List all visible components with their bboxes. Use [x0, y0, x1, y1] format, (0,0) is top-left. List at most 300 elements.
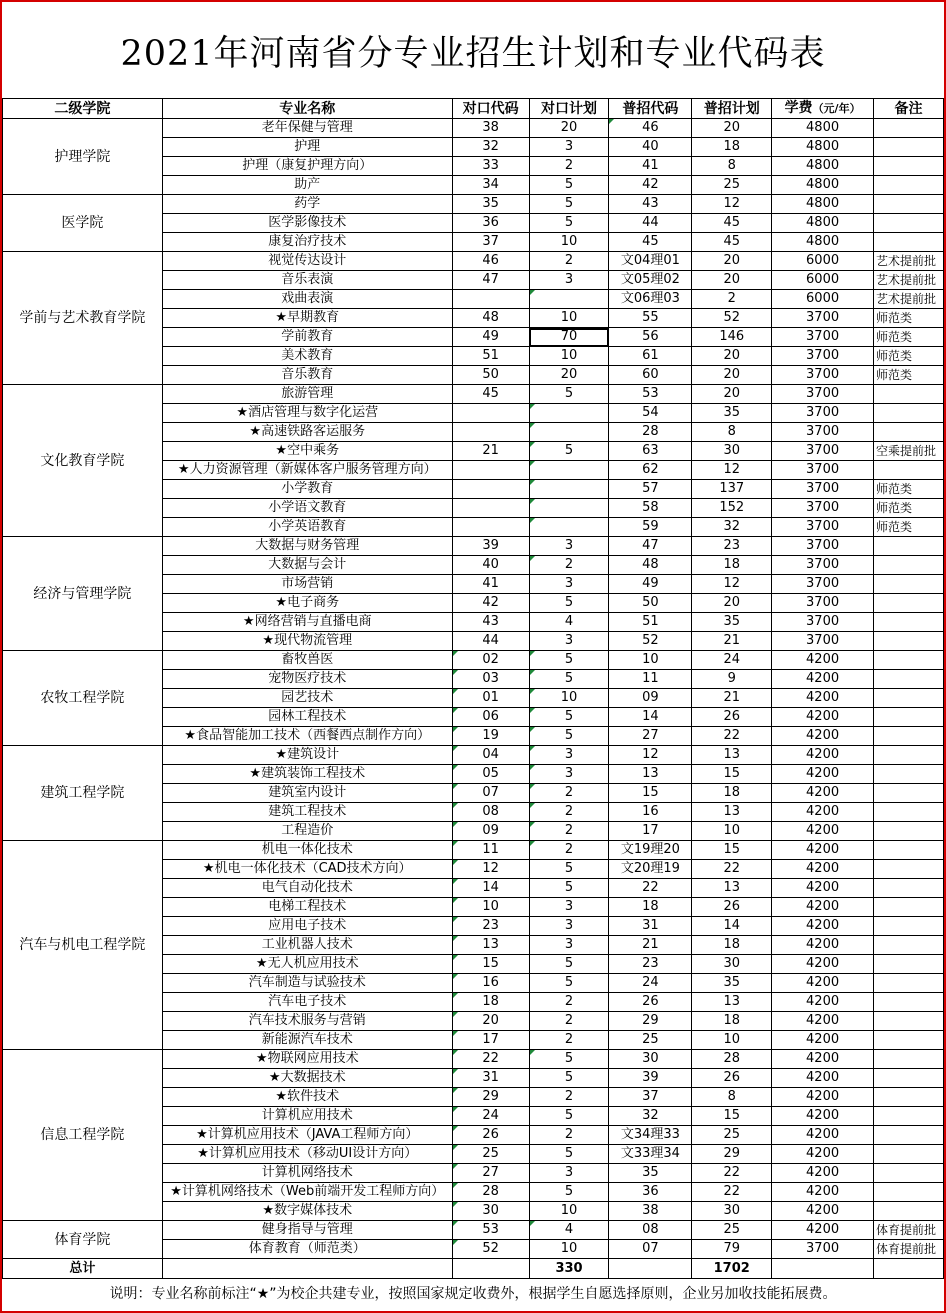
note-cell[interactable] [874, 1202, 944, 1221]
fee-cell[interactable]: 3700 [772, 499, 874, 518]
dk-plan-cell[interactable]: 3 [529, 632, 609, 651]
pz-plan-cell[interactable]: 18 [692, 1012, 772, 1031]
note-cell[interactable] [874, 1183, 944, 1202]
dk-plan-cell[interactable] [529, 404, 609, 423]
pz-code-cell[interactable]: 26 [609, 993, 692, 1012]
major-cell[interactable]: 汽车技术服务与营销 [162, 1012, 452, 1031]
major-cell[interactable]: ★早期教育 [162, 309, 452, 328]
major-cell[interactable]: 护理（康复护理方向） [162, 157, 452, 176]
note-cell[interactable] [874, 784, 944, 803]
dk-code-cell[interactable]: 22 [452, 1050, 529, 1069]
fee-cell[interactable]: 3700 [772, 537, 874, 556]
pz-plan-cell[interactable]: 20 [692, 119, 772, 138]
fee-cell[interactable]: 4200 [772, 784, 874, 803]
note-cell[interactable] [874, 860, 944, 879]
major-cell[interactable]: 计算机应用技术 [162, 1107, 452, 1126]
dk-plan-cell[interactable]: 5 [529, 385, 609, 404]
dk-plan-cell[interactable]: 3 [529, 138, 609, 157]
dk-code-cell[interactable]: 01 [452, 689, 529, 708]
fee-cell[interactable]: 3700 [772, 347, 874, 366]
pz-code-cell[interactable]: 24 [609, 974, 692, 993]
note-cell[interactable]: 体育提前批 [874, 1240, 944, 1259]
dk-code-cell[interactable]: 53 [452, 1221, 529, 1240]
major-cell[interactable]: 音乐教育 [162, 366, 452, 385]
note-cell[interactable] [874, 423, 944, 442]
major-cell[interactable]: 戏曲表演 [162, 290, 452, 309]
dk-plan-cell[interactable]: 2 [529, 252, 609, 271]
pz-code-cell[interactable]: 21 [609, 936, 692, 955]
major-cell[interactable]: 健身指导与管理 [162, 1221, 452, 1240]
fee-cell[interactable]: 3700 [772, 480, 874, 499]
dk-plan-cell[interactable]: 5 [529, 594, 609, 613]
dk-plan-cell[interactable]: 5 [529, 651, 609, 670]
major-cell[interactable]: ★计算机网络技术（Web前端开发工程师方向） [162, 1183, 452, 1202]
pz-plan-cell[interactable]: 13 [692, 803, 772, 822]
fee-cell[interactable]: 6000 [772, 271, 874, 290]
pz-code-cell[interactable]: 39 [609, 1069, 692, 1088]
dk-plan-cell[interactable]: 2 [529, 1126, 609, 1145]
fee-cell[interactable]: 4800 [772, 214, 874, 233]
fee-cell[interactable]: 4800 [772, 119, 874, 138]
dk-plan-cell[interactable]: 20 [529, 366, 609, 385]
dk-code-cell[interactable]: 40 [452, 556, 529, 575]
total-pz-plan-cell[interactable]: 1702 [692, 1259, 772, 1279]
note-cell[interactable] [874, 936, 944, 955]
dk-plan-cell[interactable]: 3 [529, 271, 609, 290]
pz-plan-cell[interactable]: 20 [692, 347, 772, 366]
college-cell[interactable]: 信息工程学院 [3, 1050, 163, 1221]
fee-cell[interactable]: 4200 [772, 803, 874, 822]
dk-plan-cell[interactable]: 2 [529, 822, 609, 841]
note-cell[interactable] [874, 1069, 944, 1088]
pz-code-cell[interactable]: 10 [609, 651, 692, 670]
note-cell[interactable] [874, 689, 944, 708]
dk-plan-cell[interactable]: 2 [529, 1088, 609, 1107]
major-cell[interactable]: 电气自动化技术 [162, 879, 452, 898]
note-cell[interactable] [874, 841, 944, 860]
dk-plan-cell[interactable]: 2 [529, 993, 609, 1012]
total-dk-plan-cell[interactable]: 330 [529, 1259, 609, 1279]
fee-cell[interactable]: 3700 [772, 404, 874, 423]
dk-plan-cell[interactable]: 5 [529, 955, 609, 974]
note-cell[interactable]: 师范类 [874, 518, 944, 537]
pz-plan-cell[interactable]: 45 [692, 233, 772, 252]
fee-cell[interactable]: 4800 [772, 157, 874, 176]
note-cell[interactable]: 师范类 [874, 480, 944, 499]
fee-cell[interactable]: 4200 [772, 974, 874, 993]
dk-plan-cell[interactable]: 3 [529, 537, 609, 556]
pz-code-cell[interactable]: 61 [609, 347, 692, 366]
pz-code-cell[interactable]: 35 [609, 1164, 692, 1183]
total-blank-cell[interactable] [452, 1259, 529, 1279]
note-cell[interactable] [874, 575, 944, 594]
dk-code-cell[interactable]: 07 [452, 784, 529, 803]
major-cell[interactable]: ★无人机应用技术 [162, 955, 452, 974]
fee-cell[interactable]: 4200 [772, 708, 874, 727]
pz-plan-cell[interactable]: 35 [692, 974, 772, 993]
pz-code-cell[interactable]: 31 [609, 917, 692, 936]
dk-plan-cell[interactable]: 10 [529, 1240, 609, 1259]
note-cell[interactable]: 艺术提前批 [874, 252, 944, 271]
total-blank-cell[interactable] [609, 1259, 692, 1279]
note-cell[interactable] [874, 632, 944, 651]
fee-cell[interactable]: 3700 [772, 366, 874, 385]
dk-code-cell[interactable]: 47 [452, 271, 529, 290]
major-cell[interactable]: 市场营销 [162, 575, 452, 594]
pz-code-cell[interactable]: 48 [609, 556, 692, 575]
dk-plan-cell[interactable]: 3 [529, 746, 609, 765]
dk-plan-cell[interactable]: 5 [529, 670, 609, 689]
major-cell[interactable]: 助产 [162, 176, 452, 195]
pz-plan-cell[interactable]: 14 [692, 917, 772, 936]
pz-plan-cell[interactable]: 20 [692, 594, 772, 613]
pz-plan-cell[interactable]: 18 [692, 784, 772, 803]
note-cell[interactable] [874, 1012, 944, 1031]
major-cell[interactable]: 小学教育 [162, 480, 452, 499]
pz-plan-cell[interactable]: 25 [692, 1126, 772, 1145]
major-cell[interactable]: ★建筑设计 [162, 746, 452, 765]
pz-plan-cell[interactable]: 21 [692, 632, 772, 651]
pz-plan-cell[interactable]: 22 [692, 1183, 772, 1202]
pz-code-cell[interactable]: 22 [609, 879, 692, 898]
pz-plan-cell[interactable]: 2 [692, 290, 772, 309]
pz-code-cell[interactable]: 文05理02 [609, 271, 692, 290]
total-blank-cell[interactable] [874, 1259, 944, 1279]
fee-cell[interactable]: 3700 [772, 594, 874, 613]
fee-cell[interactable]: 4200 [772, 746, 874, 765]
college-cell[interactable]: 医学院 [3, 195, 163, 252]
dk-code-cell[interactable]: 25 [452, 1145, 529, 1164]
pz-code-cell[interactable]: 32 [609, 1107, 692, 1126]
note-cell[interactable] [874, 1126, 944, 1145]
header-college[interactable]: 二级学院 [3, 99, 163, 119]
dk-plan-cell[interactable]: 5 [529, 860, 609, 879]
pz-plan-cell[interactable]: 15 [692, 841, 772, 860]
fee-cell[interactable]: 4200 [772, 917, 874, 936]
dk-plan-cell[interactable]: 10 [529, 689, 609, 708]
dk-code-cell[interactable]: 31 [452, 1069, 529, 1088]
dk-plan-cell[interactable] [529, 290, 609, 309]
fee-cell[interactable]: 4200 [772, 1088, 874, 1107]
fee-cell[interactable]: 4200 [772, 651, 874, 670]
fee-cell[interactable]: 4200 [772, 993, 874, 1012]
dk-plan-cell[interactable]: 3 [529, 575, 609, 594]
major-cell[interactable]: ★网络营销与直播电商 [162, 613, 452, 632]
pz-plan-cell[interactable]: 20 [692, 366, 772, 385]
pz-code-cell[interactable]: 46 [609, 119, 692, 138]
fee-cell[interactable]: 4800 [772, 195, 874, 214]
major-cell[interactable]: ★空中乘务 [162, 442, 452, 461]
fee-cell[interactable]: 4200 [772, 1183, 874, 1202]
pz-code-cell[interactable]: 54 [609, 404, 692, 423]
pz-plan-cell[interactable]: 15 [692, 765, 772, 784]
pz-plan-cell[interactable]: 30 [692, 1202, 772, 1221]
dk-code-cell[interactable]: 36 [452, 214, 529, 233]
fee-cell[interactable]: 4800 [772, 233, 874, 252]
dk-code-cell[interactable]: 29 [452, 1088, 529, 1107]
dk-plan-cell[interactable]: 70 [529, 328, 609, 347]
note-cell[interactable] [874, 594, 944, 613]
dk-plan-cell[interactable]: 2 [529, 1031, 609, 1050]
dk-code-cell[interactable]: 18 [452, 993, 529, 1012]
fee-cell[interactable]: 3700 [772, 328, 874, 347]
note-cell[interactable] [874, 1050, 944, 1069]
pz-code-cell[interactable]: 59 [609, 518, 692, 537]
major-cell[interactable]: 视觉传达设计 [162, 252, 452, 271]
fee-cell[interactable]: 3700 [772, 385, 874, 404]
dk-code-cell[interactable]: 20 [452, 1012, 529, 1031]
fee-cell[interactable]: 4200 [772, 936, 874, 955]
dk-code-cell[interactable]: 28 [452, 1183, 529, 1202]
college-cell[interactable]: 学前与艺术教育学院 [3, 252, 163, 385]
dk-code-cell[interactable]: 41 [452, 575, 529, 594]
dk-plan-cell[interactable]: 3 [529, 898, 609, 917]
note-cell[interactable]: 体育提前批 [874, 1221, 944, 1240]
college-cell[interactable]: 文化教育学院 [3, 385, 163, 537]
pz-plan-cell[interactable]: 8 [692, 157, 772, 176]
dk-plan-cell[interactable]: 5 [529, 1069, 609, 1088]
major-cell[interactable]: ★机电一体化技术（CAD技术方向） [162, 860, 452, 879]
dk-code-cell[interactable] [452, 423, 529, 442]
pz-code-cell[interactable]: 14 [609, 708, 692, 727]
fee-cell[interactable]: 4200 [772, 879, 874, 898]
dk-plan-cell[interactable]: 10 [529, 233, 609, 252]
note-cell[interactable] [874, 233, 944, 252]
pz-plan-cell[interactable]: 35 [692, 404, 772, 423]
fee-cell[interactable]: 3700 [772, 309, 874, 328]
fee-cell[interactable]: 4200 [772, 689, 874, 708]
pz-plan-cell[interactable]: 18 [692, 936, 772, 955]
dk-code-cell[interactable]: 30 [452, 1202, 529, 1221]
fee-cell[interactable]: 4200 [772, 727, 874, 746]
note-cell[interactable] [874, 157, 944, 176]
major-cell[interactable]: ★人力资源管理（新媒体客户服务管理方向） [162, 461, 452, 480]
pz-code-cell[interactable]: 30 [609, 1050, 692, 1069]
dk-code-cell[interactable]: 17 [452, 1031, 529, 1050]
note-cell[interactable] [874, 404, 944, 423]
fee-cell[interactable]: 4200 [772, 1221, 874, 1240]
pz-plan-cell[interactable]: 12 [692, 575, 772, 594]
note-cell[interactable] [874, 537, 944, 556]
pz-plan-cell[interactable]: 13 [692, 879, 772, 898]
pz-code-cell[interactable]: 文04理01 [609, 252, 692, 271]
major-cell[interactable]: 小学语文教育 [162, 499, 452, 518]
major-cell[interactable]: 工业机器人技术 [162, 936, 452, 955]
dk-plan-cell[interactable] [529, 499, 609, 518]
pz-code-cell[interactable]: 52 [609, 632, 692, 651]
major-cell[interactable]: ★计算机应用技术（JAVA工程师方向） [162, 1126, 452, 1145]
pz-code-cell[interactable]: 17 [609, 822, 692, 841]
major-cell[interactable]: 工程造价 [162, 822, 452, 841]
dk-code-cell[interactable]: 04 [452, 746, 529, 765]
total-blank-cell[interactable] [162, 1259, 452, 1279]
note-cell[interactable] [874, 1088, 944, 1107]
dk-plan-cell[interactable]: 4 [529, 1221, 609, 1240]
dk-plan-cell[interactable]: 3 [529, 1164, 609, 1183]
pz-code-cell[interactable]: 23 [609, 955, 692, 974]
note-cell[interactable] [874, 879, 944, 898]
note-cell[interactable] [874, 765, 944, 784]
pz-plan-cell[interactable]: 52 [692, 309, 772, 328]
note-cell[interactable] [874, 974, 944, 993]
dk-plan-cell[interactable]: 3 [529, 936, 609, 955]
pz-code-cell[interactable]: 36 [609, 1183, 692, 1202]
dk-code-cell[interactable]: 14 [452, 879, 529, 898]
note-cell[interactable] [874, 898, 944, 917]
fee-cell[interactable]: 4200 [772, 1031, 874, 1050]
pz-code-cell[interactable]: 53 [609, 385, 692, 404]
note-cell[interactable]: 空乘提前批 [874, 442, 944, 461]
dk-code-cell[interactable]: 03 [452, 670, 529, 689]
major-cell[interactable]: 老年保健与管理 [162, 119, 452, 138]
pz-code-cell[interactable]: 13 [609, 765, 692, 784]
pz-plan-cell[interactable]: 25 [692, 176, 772, 195]
major-cell[interactable]: 新能源汽车技术 [162, 1031, 452, 1050]
major-cell[interactable]: 康复治疗技术 [162, 233, 452, 252]
dk-code-cell[interactable]: 24 [452, 1107, 529, 1126]
major-cell[interactable]: 机电一体化技术 [162, 841, 452, 860]
dk-code-cell[interactable] [452, 290, 529, 309]
dk-code-cell[interactable]: 13 [452, 936, 529, 955]
dk-plan-cell[interactable]: 5 [529, 1050, 609, 1069]
pz-plan-cell[interactable]: 20 [692, 271, 772, 290]
fee-cell[interactable]: 4800 [772, 176, 874, 195]
dk-plan-cell[interactable]: 2 [529, 841, 609, 860]
pz-plan-cell[interactable]: 146 [692, 328, 772, 347]
major-cell[interactable]: ★酒店管理与数字化运营 [162, 404, 452, 423]
fee-cell[interactable]: 6000 [772, 290, 874, 309]
pz-code-cell[interactable]: 25 [609, 1031, 692, 1050]
pz-code-cell[interactable]: 16 [609, 803, 692, 822]
pz-plan-cell[interactable]: 22 [692, 1164, 772, 1183]
pz-plan-cell[interactable]: 20 [692, 252, 772, 271]
note-cell[interactable] [874, 138, 944, 157]
note-cell[interactable]: 艺术提前批 [874, 271, 944, 290]
dk-code-cell[interactable]: 46 [452, 252, 529, 271]
dk-code-cell[interactable]: 39 [452, 537, 529, 556]
dk-code-cell[interactable]: 23 [452, 917, 529, 936]
pz-code-cell[interactable]: 49 [609, 575, 692, 594]
dk-code-cell[interactable]: 32 [452, 138, 529, 157]
dk-plan-cell[interactable]: 5 [529, 727, 609, 746]
fee-cell[interactable]: 4800 [772, 138, 874, 157]
pz-plan-cell[interactable]: 30 [692, 442, 772, 461]
dk-plan-cell[interactable]: 2 [529, 784, 609, 803]
fee-cell[interactable]: 3700 [772, 632, 874, 651]
note-cell[interactable] [874, 613, 944, 632]
pz-plan-cell[interactable]: 24 [692, 651, 772, 670]
header-pz-plan[interactable]: 普招计划 [692, 99, 772, 119]
dk-code-cell[interactable]: 10 [452, 898, 529, 917]
major-cell[interactable]: ★大数据技术 [162, 1069, 452, 1088]
dk-code-cell[interactable]: 15 [452, 955, 529, 974]
dk-plan-cell[interactable]: 5 [529, 1183, 609, 1202]
note-cell[interactable] [874, 1031, 944, 1050]
major-cell[interactable]: 大数据与会计 [162, 556, 452, 575]
pz-code-cell[interactable]: 07 [609, 1240, 692, 1259]
dk-code-cell[interactable]: 37 [452, 233, 529, 252]
pz-plan-cell[interactable]: 21 [692, 689, 772, 708]
pz-code-cell[interactable]: 63 [609, 442, 692, 461]
dk-plan-cell[interactable]: 5 [529, 879, 609, 898]
dk-plan-cell[interactable] [529, 461, 609, 480]
pz-plan-cell[interactable]: 23 [692, 537, 772, 556]
major-cell[interactable]: 旅游管理 [162, 385, 452, 404]
fee-cell[interactable]: 4200 [772, 765, 874, 784]
note-cell[interactable] [874, 461, 944, 480]
pz-code-cell[interactable]: 文06理03 [609, 290, 692, 309]
pz-code-cell[interactable]: 29 [609, 1012, 692, 1031]
fee-cell[interactable]: 3700 [772, 556, 874, 575]
note-cell[interactable]: 师范类 [874, 328, 944, 347]
fee-cell[interactable]: 4200 [772, 841, 874, 860]
fee-cell[interactable]: 4200 [772, 1069, 874, 1088]
total-blank-cell[interactable] [772, 1259, 874, 1279]
pz-code-cell[interactable]: 55 [609, 309, 692, 328]
major-cell[interactable]: 应用电子技术 [162, 917, 452, 936]
dk-code-cell[interactable]: 44 [452, 632, 529, 651]
fee-cell[interactable]: 6000 [772, 252, 874, 271]
pz-plan-cell[interactable]: 152 [692, 499, 772, 518]
fee-cell[interactable]: 4200 [772, 822, 874, 841]
dk-code-cell[interactable]: 08 [452, 803, 529, 822]
major-cell[interactable]: 护理 [162, 138, 452, 157]
dk-code-cell[interactable]: 02 [452, 651, 529, 670]
fee-cell[interactable]: 4200 [772, 670, 874, 689]
header-dk-plan[interactable]: 对口计划 [529, 99, 609, 119]
pz-code-cell[interactable]: 27 [609, 727, 692, 746]
note-cell[interactable]: 师范类 [874, 499, 944, 518]
pz-plan-cell[interactable]: 12 [692, 195, 772, 214]
major-cell[interactable]: 宠物医疗技术 [162, 670, 452, 689]
college-cell[interactable]: 经济与管理学院 [3, 537, 163, 651]
note-cell[interactable] [874, 176, 944, 195]
dk-plan-cell[interactable] [529, 518, 609, 537]
dk-code-cell[interactable]: 05 [452, 765, 529, 784]
dk-code-cell[interactable]: 35 [452, 195, 529, 214]
major-cell[interactable]: ★数字媒体技术 [162, 1202, 452, 1221]
dk-plan-cell[interactable]: 5 [529, 708, 609, 727]
major-cell[interactable]: 电梯工程技术 [162, 898, 452, 917]
college-cell[interactable]: 建筑工程学院 [3, 746, 163, 841]
fee-cell[interactable]: 4200 [772, 1050, 874, 1069]
pz-plan-cell[interactable]: 32 [692, 518, 772, 537]
pz-code-cell[interactable]: 57 [609, 480, 692, 499]
pz-code-cell[interactable]: 42 [609, 176, 692, 195]
pz-code-cell[interactable]: 47 [609, 537, 692, 556]
major-cell[interactable]: 畜牧兽医 [162, 651, 452, 670]
note-cell[interactable]: 师范类 [874, 366, 944, 385]
pz-plan-cell[interactable]: 18 [692, 556, 772, 575]
pz-plan-cell[interactable]: 35 [692, 613, 772, 632]
pz-plan-cell[interactable]: 15 [692, 1107, 772, 1126]
major-cell[interactable]: 体育教育（师范类） [162, 1240, 452, 1259]
pz-plan-cell[interactable]: 26 [692, 1069, 772, 1088]
note-cell[interactable] [874, 195, 944, 214]
pz-plan-cell[interactable]: 28 [692, 1050, 772, 1069]
major-cell[interactable]: ★计算机应用技术（移动UI设计方向） [162, 1145, 452, 1164]
fee-cell[interactable]: 4200 [772, 955, 874, 974]
pz-code-cell[interactable]: 38 [609, 1202, 692, 1221]
major-cell[interactable]: 学前教育 [162, 328, 452, 347]
note-cell[interactable]: 师范类 [874, 309, 944, 328]
fee-cell[interactable]: 4200 [772, 1012, 874, 1031]
pz-plan-cell[interactable]: 26 [692, 708, 772, 727]
major-cell[interactable]: 汽车制造与试验技术 [162, 974, 452, 993]
fee-cell[interactable]: 4200 [772, 1164, 874, 1183]
pz-code-cell[interactable]: 62 [609, 461, 692, 480]
note-cell[interactable] [874, 1164, 944, 1183]
